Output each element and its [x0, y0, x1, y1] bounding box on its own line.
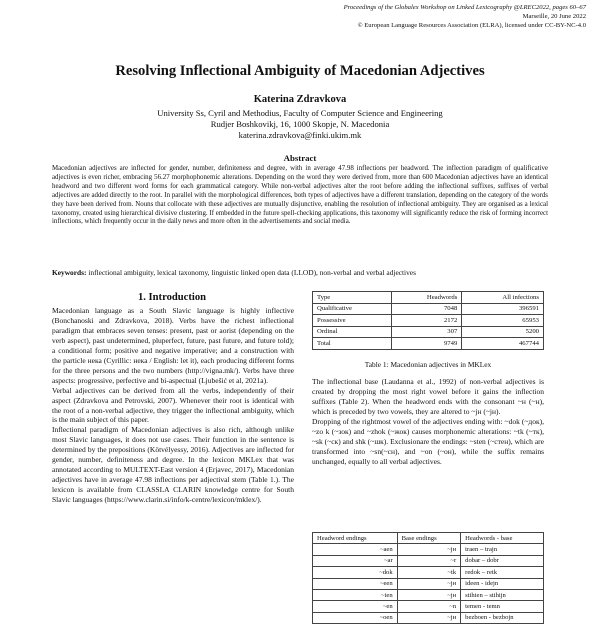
table-cell: redok – retk — [461, 567, 544, 578]
table-cell: 396591 — [462, 303, 544, 315]
table-cell: stihien – stihijn — [461, 589, 544, 600]
header-copyright: © European Language Resources Association (ELRA), licensed under CC-BY-NC-4.0 — [357, 22, 586, 29]
table-row — [313, 567, 544, 578]
table-2 — [312, 532, 544, 624]
table-cell: ~een — [313, 578, 398, 589]
table-cell: ~ar — [313, 555, 398, 566]
table-header-cell: Headwords — [391, 292, 462, 304]
table-cell: ~aen — [313, 544, 398, 555]
table-cell: ~јн — [397, 612, 461, 623]
table-cell: ~r — [397, 555, 461, 566]
table-1-caption: Table 1: Macedonian adjectives in MKLex — [364, 360, 492, 369]
paragraph: The inflectional base (Laudanna et al., 1992) of non-verbal adjectives is created by dropping the most right vowel before it gains the inflection suffixes (Table 2). When the headword ends with the consonant ~н (~н), which is preceded by two vowels, they are altered to ~јн (~јн). — [312, 377, 544, 416]
table-row — [313, 338, 544, 350]
table-header-row — [313, 292, 544, 304]
table-header-row — [313, 533, 544, 544]
abstract-text: Macedonian adjectives are inflected for gender, number, definiteness and degree, with in average 47.98 inflections per headword. The inflection paradigm of qualificative adjectives is even richer, embracing 56.27 morphophonemic alterations. Depending on the word they were derived from, more than 600 Macedonian adjectives have an identical headword and two different word forms for each grammatical category. While non-verbal adjectives alter the root before adding the inflectional suffixes, suffixes of verbal adjectives are added directly to the root. In parallel with the morphological differences, both types of adjectives have a different translation, depending on the category of the words they have been derived from. Nouns that collocate with these adjectives are mutually disjunctive, enabling the resolution of inflectional ambiguity. They are organised as a lexical taxonomy, created using hierarchical divisive clustering. If embedded in the future spell-checking applications, this taxonomy will significantly reduce the risk of forming incorrect inflections, which frequently occur in the daily news and more often in the advertisements and social media. — [52, 165, 548, 226]
keywords-text: inflectional ambiguity, lexical taxonomy, linguistic linked open data (LLOD), non-verbal and verbal adjectives — [86, 268, 416, 277]
table-header-cell: Base endings — [397, 533, 461, 544]
paragraph: Verbal adjectives can be derived from all the verbs, independently of their aspect (Zdravkova and Petrovski, 2007). Whenever their root is identical with the root of a non-verbal adjective, they trigger the inflectional ambiguity, which is the main subject of this paper. — [52, 385, 294, 425]
table-cell: ~dok — [313, 567, 398, 578]
table-cell: ~јн — [397, 589, 461, 600]
table-cell: Qualificative — [313, 303, 392, 315]
table-cell: 5200 — [462, 326, 544, 338]
table-row — [313, 589, 544, 600]
table-cell: 467744 — [462, 338, 544, 350]
table-header-cell: Headwords - base — [461, 533, 544, 544]
paragraph: Macedonian language as a South Slavic language is highly inflective (Bonchanoski and Zdravkova, 2018). Verbs have the richest inflectional paradigm that embraces seven tenses: present, past or aorist (depending on the verb aspect), past undetermined, pluperfect, future, past future, and future told); a conditional form; positive and negative imperative; and a construction with the particle нека (Cyrillic: нека / English: let it), each producing different forms for the three persons and the two numbers (http://vigna.mk/). Verbs have three aspects: progressive, perfective and bi-aspectual (Ljubešić et al, 2021a). — [52, 306, 294, 385]
table-1 — [312, 291, 544, 350]
table-cell: Possessive — [313, 315, 392, 327]
author-email: katerina.zdravkova@finki.ukim.mk — [238, 130, 362, 140]
table-header-cell: All infections — [462, 292, 544, 304]
table-row — [313, 326, 544, 338]
header-location-date: Marseille, 20 June 2022 — [522, 13, 586, 20]
table-cell: 2172 — [391, 315, 462, 327]
running-header — [344, 3, 586, 30]
table-cell: Ordinal — [313, 326, 392, 338]
paper-title: Resolving Inflectional Ambiguity of Macedonian Adjectives — [115, 63, 485, 79]
table-cell: Total — [313, 338, 392, 350]
table-cell: ~ien — [313, 589, 398, 600]
paragraph: Dropping of the rightmost vowel of the adjectives ending with: ~dok (~док), ~zo k (~зок) and ~zhok (~жок) causes morphonemic alterations: ~tk (~тк), ~sk (~ск) and shk (~шк). Exclusionare the endings: ~sten (~стен), which are transformed into ~sn(~сн), and ~on (~он), while the suffix remains unchanged, equally to all verbal adjectives. — [312, 416, 544, 466]
affiliation-line-2: Rudjer Boshkovikj, 16, 1000 Skopje, N. Macedonia — [210, 119, 390, 129]
table-cell: traen – trajn — [461, 544, 544, 555]
table-header-cell: Type — [313, 292, 392, 304]
introduction-body — [52, 306, 294, 600]
paragraph: Inflectional paradigm of Macedonian adjectives is also rich, although unlike most Slavic languages, it does not use cases. Their function in the sentence is determined by the prepositions (Kötvélyessy, 2016). Adjectives are inflected for gender, number, definiteness and degree. In the lexicon MKLex that was annotated according to MULTEXT-East version 4 (Erjavec, 2017), Macedonian adjectives have in average 47.98 inflections per adjectival stem (Table 1.). The lexicon is available from CLASSLA CLARIN knowledge centre for South Slavic languages (https://www.clarin.si/info/k-centre/lexicon/mklex/). — [52, 425, 294, 505]
abstract-heading: Abstract — [283, 153, 317, 163]
table-cell: dobar – dobr — [461, 555, 544, 566]
table-row — [313, 601, 544, 612]
table-row — [313, 315, 544, 327]
header-conference: Proceedings of the Globalex Workshop on Linked Lexicography @LREC2022, pages 60–67 — [343, 4, 586, 11]
table-row — [313, 612, 544, 623]
table-cell: ~oen — [313, 612, 398, 623]
keywords-label: Keywords: — [52, 268, 87, 277]
table-cell: 307 — [391, 326, 462, 338]
table-cell: ~tk — [397, 567, 461, 578]
table-cell: ~јн — [397, 544, 461, 555]
keywords — [52, 268, 416, 277]
right-column-body — [312, 377, 544, 467]
table-cell: ~en — [313, 601, 398, 612]
table-row — [313, 555, 544, 566]
table-cell: 65953 — [462, 315, 544, 327]
table-cell: ~n — [397, 601, 461, 612]
table-cell: 9749 — [391, 338, 462, 350]
author-affiliation — [0, 108, 600, 141]
affiliation-line-1: University Ss, Cyril and Methodius, Faculty of Computer Science and Engineering — [157, 108, 443, 118]
section-heading-introduction: 1. Introduction — [137, 292, 207, 303]
table-cell: ~јн — [397, 578, 461, 589]
table-row — [313, 544, 544, 555]
table-cell: 7048 — [391, 303, 462, 315]
table-cell: ideen - idejn — [461, 578, 544, 589]
table-cell: bezboen - bezbojn — [461, 612, 544, 623]
table-cell: temen - temn — [461, 601, 544, 612]
table-header-cell: Headword endings — [313, 533, 398, 544]
table-row — [313, 303, 544, 315]
table-row — [313, 578, 544, 589]
author-name: Katerina Zdravkova — [253, 94, 347, 105]
